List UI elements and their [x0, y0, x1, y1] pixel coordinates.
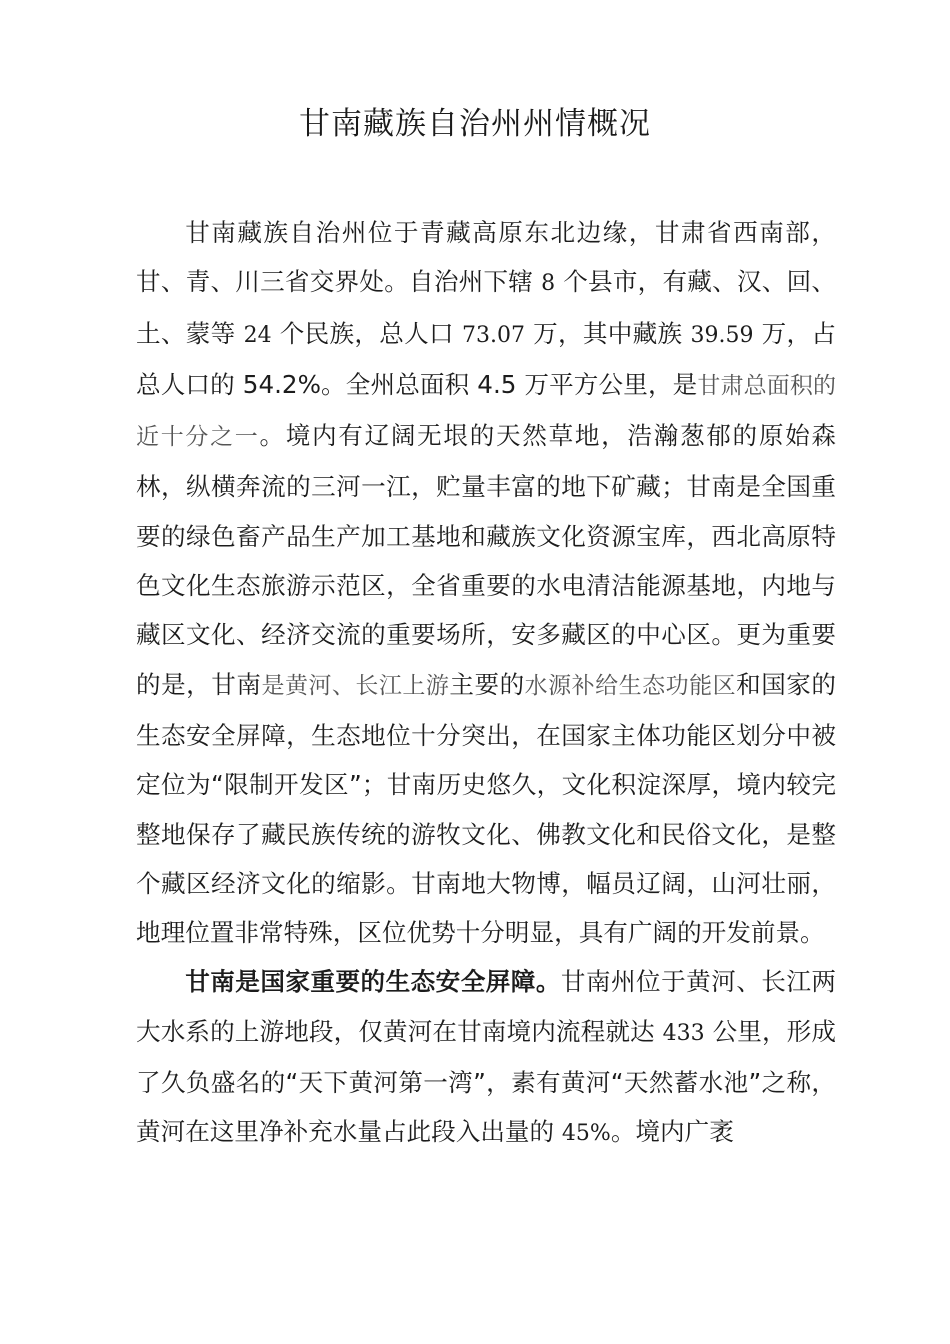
document-title: 甘南藏族自治州州情概况	[299, 106, 651, 142]
p1-text-6: 。境内有辽阔无垠的天然草地，浩瀚葱郁的原始森林，纵横奔流的三河一江，贮量丰富的地下矿藏；甘南是全国重要的绿色畜产品生产加工基地和藏族文化资源宝库，西北高原特色文化生态旅游示范区，全省重要的水电清洁能源基地，内地与藏区文化、经济交流的重要场所，安多藏区的中心区。更为重要的是，甘南	[136, 421, 836, 699]
p1-text-7: 主要的	[449, 669, 525, 699]
p1-ethnic-count: 24	[243, 322, 272, 348]
p1-tibetan-population: 39.59	[690, 322, 754, 348]
p2-water-percentage: 45%	[561, 1121, 611, 1147]
p2-river-length: 433	[662, 1020, 705, 1046]
p1-upstream-phrase: 是黄河、长江上游	[261, 672, 450, 699]
p2-lead-heading: 甘南是国家重要的生态安全屏障。	[185, 967, 561, 997]
p1-total-population: 73.07	[462, 322, 526, 348]
paragraph-overview	[136, 208, 836, 957]
p1-county-count: 8	[541, 271, 556, 297]
p1-text-3: 个民族，总人口	[271, 318, 463, 348]
p1-water-supply-zone: 水源补给生态功能区	[524, 672, 737, 699]
p1-text-1: 甘南藏族自治州位于青藏高原东北边缘，甘肃省西南部，甘、青、川三省交界处。自治州下辖	[136, 218, 836, 297]
p2-text-3: 。境内广袤	[610, 1117, 734, 1147]
paragraph-ecology	[136, 957, 836, 1158]
p1-text-5: 万，占总人口的 54.2%。全州总面积 4.5 万平方公里，是	[136, 318, 836, 399]
p1-text-8: 和国家的生态安全屏障，生态地位十分突出，在国家主体功能区划分中被定位为“限制开发区”；甘南历史悠久，文化积淀深厚，境内较完整地保存了藏民族传统的游牧文化、佛教文化和民俗文化，是整个藏区经济文化的缩影。甘南地大物博，幅员辽阔，山河壮丽，地理位置非常特殊，区位优势十分明显，具有广阔的开发前景。	[136, 669, 836, 948]
p2-text-2: 公里，形成了久负盛名的“天下黄河第一湾”，素有黄河“天然蓄水池”之称，黄河在这里净补充水量占此段入出量的	[136, 1016, 836, 1147]
document-body	[136, 208, 836, 1159]
p1-area-ratio: 甘肃总面积的近十分之一	[136, 372, 837, 451]
p2-text-1: 甘南州位于黄河、长江两大水系的上游地段，仅黄河在甘南境内流程就达	[136, 967, 836, 1046]
p1-text-2: 个县市，有藏、汉、回、土、蒙等	[136, 267, 836, 348]
p1-text-4: 万，其中藏族	[525, 318, 691, 348]
